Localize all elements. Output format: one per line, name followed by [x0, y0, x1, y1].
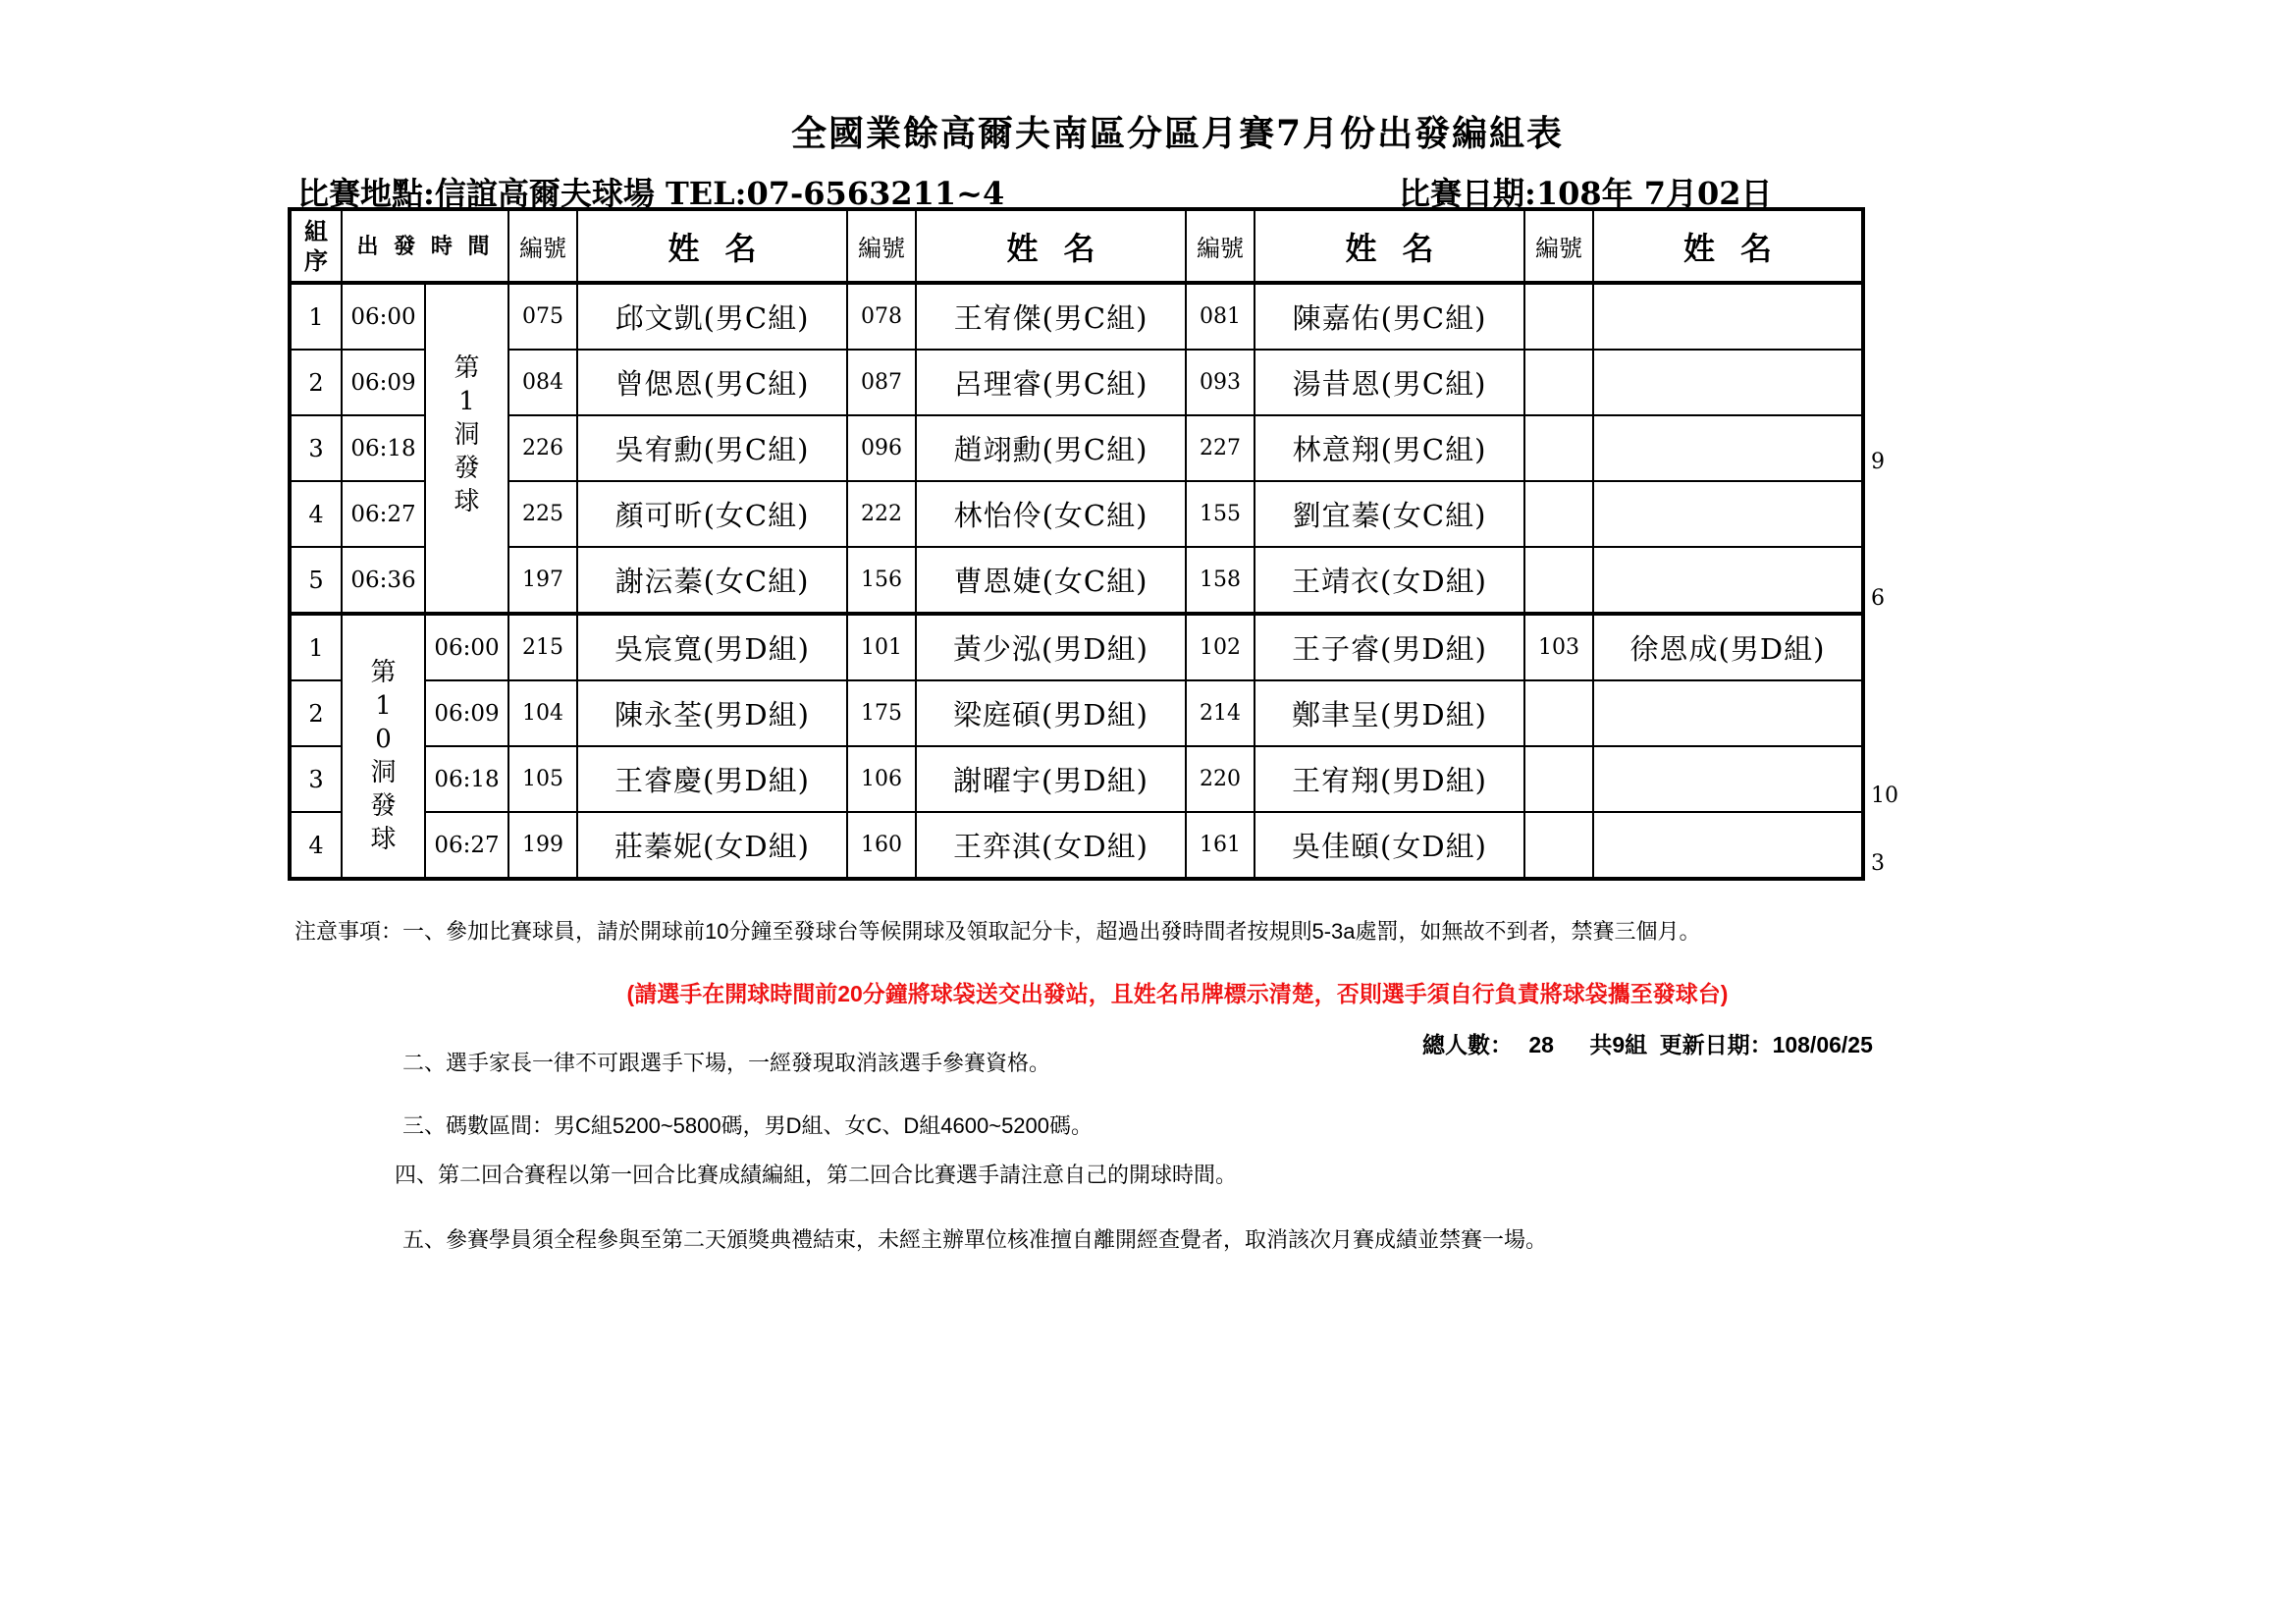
- player-id: 081: [1186, 283, 1255, 350]
- header-name: 姓名: [916, 209, 1186, 283]
- tee-time: 06:36: [342, 547, 425, 614]
- player-id: 105: [508, 746, 577, 812]
- start-hole-label: 第 1 洞 發 球: [454, 353, 480, 516]
- note-2: 二、選手家長一律不可跟選手下場，一經發現取消該選手參賽資格。: [402, 1051, 1051, 1075]
- table-row: [290, 350, 1863, 415]
- header-name: 姓名: [1255, 209, 1524, 283]
- group-index: 5: [290, 547, 342, 614]
- player-name: [1593, 812, 1863, 879]
- player-id: 078: [847, 283, 916, 350]
- side-mark: 10: [1871, 784, 1898, 808]
- player-id: 093: [1186, 350, 1255, 415]
- player-name: 陳永荃(男D組): [577, 680, 847, 746]
- header-id: 編號: [1524, 209, 1593, 283]
- player-name: 曹恩婕(女C組): [916, 547, 1186, 614]
- player-id: 215: [508, 614, 577, 680]
- venue-info: 比賽地點:信誼高爾夫球場 TEL:07-6563211~4: [297, 175, 1005, 212]
- player-id: 227: [1186, 415, 1255, 481]
- player-id: 102: [1186, 614, 1255, 680]
- header-group: 組序: [290, 209, 342, 283]
- player-id: 096: [847, 415, 916, 481]
- note-3: 三、碼數區間：男C組5200~5800碼，男D組、女C、D組4600~5200碼。: [402, 1113, 1094, 1138]
- player-name: 湯昔恩(男C組): [1255, 350, 1524, 415]
- player-id: 106: [847, 746, 916, 812]
- match-date: 比賽日期:108年 7月02日: [1399, 175, 1773, 212]
- table-row: [290, 614, 1863, 680]
- player-id: [1524, 547, 1593, 614]
- player-name: 鄭聿呈(男D組): [1255, 680, 1524, 746]
- tee-time: 06:00: [425, 614, 508, 680]
- player-name: [1593, 283, 1863, 350]
- player-name: 林怡伶(女C組): [916, 481, 1186, 547]
- player-name: 王睿慶(男D組): [577, 746, 847, 812]
- player-id: 214: [1186, 680, 1255, 746]
- player-id: 225: [508, 481, 577, 547]
- tee-time: 06:00: [342, 283, 425, 350]
- header-id: 編號: [847, 209, 916, 283]
- start-hole-cell: [342, 614, 425, 879]
- player-id: 199: [508, 812, 577, 879]
- player-id: [1524, 350, 1593, 415]
- player-name: 吳佳頤(女D組): [1255, 812, 1524, 879]
- player-name: [1593, 350, 1863, 415]
- group-count: 共9組: [1589, 1032, 1648, 1057]
- player-name: 莊蓁妮(女D組): [577, 812, 847, 879]
- player-id: [1524, 283, 1593, 350]
- player-id: 197: [508, 547, 577, 614]
- tee-time: 06:27: [342, 481, 425, 547]
- player-name: 陳嘉佑(男C組): [1255, 283, 1524, 350]
- player-id: 084: [508, 350, 577, 415]
- player-id: 156: [847, 547, 916, 614]
- player-name: [1593, 481, 1863, 547]
- side-mark: 9: [1871, 450, 1885, 474]
- start-hole-cell: [425, 283, 508, 614]
- player-name: 趙翊勳(男C組): [916, 415, 1186, 481]
- player-id: [1524, 746, 1593, 812]
- player-name: 王子睿(男D組): [1255, 614, 1524, 680]
- player-name: 邱文凱(男C組): [577, 283, 847, 350]
- group-index: 3: [290, 746, 342, 812]
- player-name: 王弈淇(女D組): [916, 812, 1186, 879]
- side-mark: 3: [1871, 851, 1885, 876]
- player-name: 林意翔(男C組): [1255, 415, 1524, 481]
- player-name: 王宥翔(男D組): [1255, 746, 1524, 812]
- player-name: 謝曜宇(男D組): [916, 746, 1186, 812]
- player-name: [1593, 746, 1863, 812]
- group-index: 2: [290, 350, 342, 415]
- header-id: 編號: [508, 209, 577, 283]
- player-name: 王宥傑(男C組): [916, 283, 1186, 350]
- hole10-section: [290, 614, 1863, 879]
- header-id: 編號: [1186, 209, 1255, 283]
- player-id: 160: [847, 812, 916, 879]
- player-id: 103: [1524, 614, 1593, 680]
- header-name: 姓名: [577, 209, 847, 283]
- table-row: [290, 680, 1863, 746]
- player-id: [1524, 481, 1593, 547]
- table-row: [290, 547, 1863, 614]
- tee-time: 06:09: [425, 680, 508, 746]
- player-id: 161: [1186, 812, 1255, 879]
- player-id: 220: [1186, 746, 1255, 812]
- note-4: 四、第二回合賽程以第一回合比賽成績編組，第二回合比賽選手請注意自己的開球時間。: [395, 1163, 1238, 1187]
- player-name: 梁庭碩(男D組): [916, 680, 1186, 746]
- player-name: [1593, 547, 1863, 614]
- hole1-section: [290, 283, 1863, 614]
- player-id: 087: [847, 350, 916, 415]
- total-count: 28: [1528, 1032, 1554, 1057]
- side-mark: 6: [1871, 586, 1885, 611]
- tee-time: 06:18: [425, 746, 508, 812]
- player-id: [1524, 680, 1593, 746]
- group-index: 4: [290, 481, 342, 547]
- player-id: [1524, 812, 1593, 879]
- document-title: 全國業餘高爾夫南區分區月賽7月份出發編組表: [790, 113, 1565, 154]
- table-row: [290, 283, 1863, 350]
- player-name: 徐恩成(男D組): [1593, 614, 1863, 680]
- player-id: 155: [1186, 481, 1255, 547]
- player-name: 王靖衣(女D組): [1255, 547, 1524, 614]
- group-index: 1: [290, 283, 342, 350]
- player-name: 黃少泓(男D組): [916, 614, 1186, 680]
- player-id: 222: [847, 481, 916, 547]
- player-name: 吳宥勳(男C組): [577, 415, 847, 481]
- tee-time: 06:09: [342, 350, 425, 415]
- header-name: 姓名: [1593, 209, 1863, 283]
- player-name: 呂理睿(男C組): [916, 350, 1186, 415]
- note-1: 注意事項：一、參加比賽球員，請於開球前10分鐘至發球台等候開球及領取記分卡，超過出發時間者按規則5-3a處罰，如無故不到者，禁賽三個月。: [294, 919, 1701, 944]
- player-name: [1593, 415, 1863, 481]
- player-name: 劉宜蓁(女C組): [1255, 481, 1524, 547]
- player-name: [1593, 680, 1863, 746]
- player-name: 顏可昕(女C組): [577, 481, 847, 547]
- player-name: 曾偲恩(男C組): [577, 350, 847, 415]
- table-row: [290, 746, 1863, 812]
- player-id: 175: [847, 680, 916, 746]
- group-index: 4: [290, 812, 342, 879]
- total-label: 總人數：: [1422, 1032, 1513, 1057]
- group-index: 3: [290, 415, 342, 481]
- header-time: 出 發 時 間: [342, 209, 508, 283]
- warning-note: (請選手在開球時間前20分鐘將球袋送交出發站，且姓名吊牌標示清楚，否則選手須自行負責將球袋攜至發球台): [626, 981, 1729, 1006]
- player-name: 吳宸寬(男D組): [577, 614, 847, 680]
- group-index: 1: [290, 614, 342, 680]
- player-id: 101: [847, 614, 916, 680]
- group-index: 2: [290, 680, 342, 746]
- update-date: 更新日期：108/06/25: [1659, 1032, 1873, 1057]
- player-id: 075: [508, 283, 577, 350]
- player-name: 謝沄蓁(女C組): [577, 547, 847, 614]
- player-id: 104: [508, 680, 577, 746]
- table-row: [290, 812, 1863, 879]
- player-id: 158: [1186, 547, 1255, 614]
- tee-time: 06:27: [425, 812, 508, 879]
- tee-time-table: [288, 207, 1865, 881]
- tee-time: 06:18: [342, 415, 425, 481]
- table-row: [290, 415, 1863, 481]
- player-id: [1524, 415, 1593, 481]
- player-id: 226: [508, 415, 577, 481]
- summary: [1422, 1027, 1873, 1059]
- table-header: [290, 209, 1863, 283]
- start-hole-label: 第 1 0 洞 發 球: [370, 658, 397, 854]
- note-5: 五、參賽學員須全程參與至第二天頒獎典禮結束，未經主辦單位核准擅自離開經查覺者，取消該次月賽成績並禁賽一場。: [402, 1227, 1548, 1252]
- table-row: [290, 481, 1863, 547]
